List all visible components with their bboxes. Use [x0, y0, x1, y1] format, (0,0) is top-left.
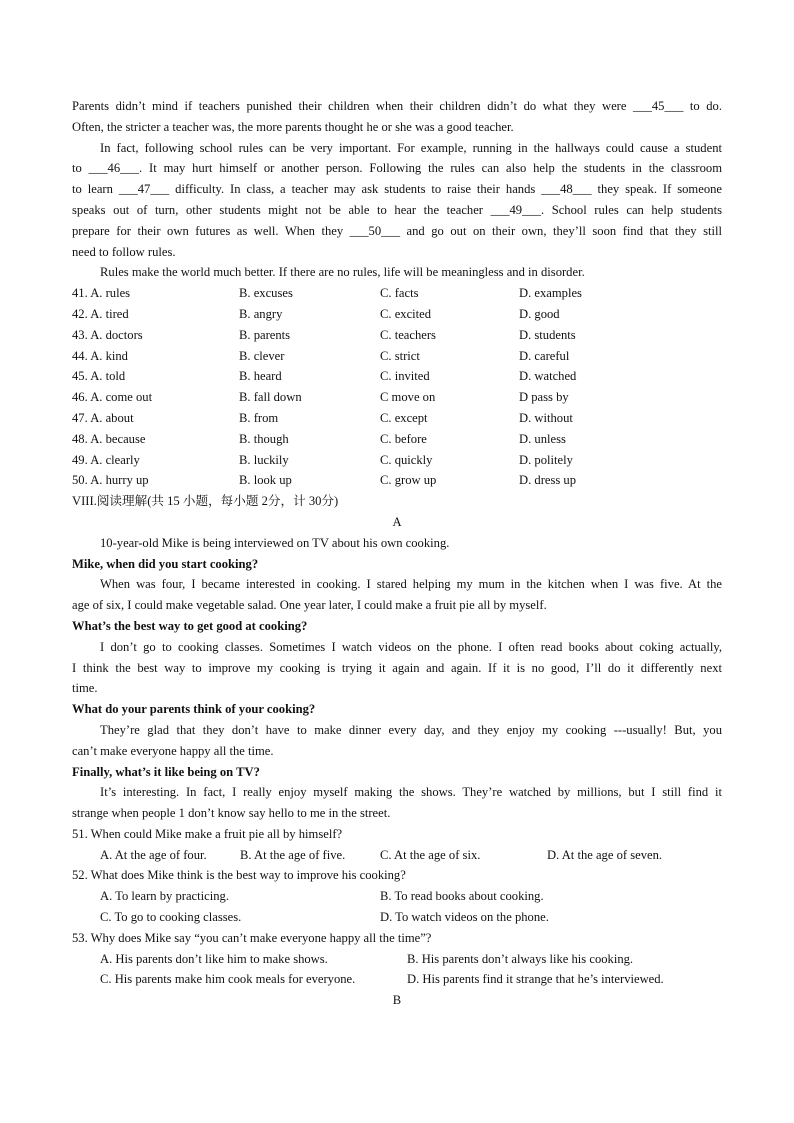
- exam-page: [72, 96, 722, 1011]
- option-d: D. students: [519, 327, 576, 342]
- interview-question: Finally, what’s it like being on TV?: [72, 764, 260, 779]
- question-51-options: [72, 845, 722, 866]
- option-c: C. At the age of six.: [380, 847, 481, 862]
- option-a: A. To learn by practicing.: [100, 889, 229, 904]
- interview-question: Mike, when did you start cooking?: [72, 556, 259, 571]
- option-a: 50. A. hurry up: [72, 473, 149, 488]
- option-c: C. teachers: [380, 327, 436, 342]
- passage-line: prepare for their own futures as well. When they ___50___ and go out on their own, they’ll soon find that they still: [72, 223, 722, 238]
- cloze-option-row: [72, 470, 722, 491]
- passage-line: Parents didn’t mind if teachers punished their children when their children didn’t do what they were ___45___ to do.: [72, 99, 722, 113]
- cloze-option-row: [72, 387, 722, 408]
- answer-line: I don’t go to cooking classes. Sometimes I watch videos on the phone. I often read books about coking actually,: [100, 639, 722, 654]
- option-a: 49. A. clearly: [72, 452, 140, 467]
- option-b: B. from: [239, 410, 279, 425]
- passage-line: need to follow rules.: [72, 244, 176, 259]
- part-label: B: [392, 993, 402, 1008]
- answer-line: age of six, I could make vegetable salad. One year later, I could make a fruit pie all by myself.: [72, 598, 547, 613]
- question-53-options: [72, 949, 722, 970]
- answer-line: When was four, I became interested in cooking. I stared helping my mum in the kitchen when I was five. At the: [100, 577, 722, 592]
- option-c: C. To go to cooking classes.: [100, 910, 242, 925]
- question-52: 52. What does Mike think is the best way to improve his cooking?: [72, 868, 406, 883]
- interview-question: What’s the best way to get good at cooking?: [72, 618, 308, 633]
- option-a: 44. A. kind: [72, 348, 128, 363]
- question-52-options: [72, 907, 722, 928]
- passage-line: In fact, following school rules can be very important. For example, running in the hallways could cause a student: [100, 140, 722, 155]
- answer-line: strange when people 1 don’t know say hello to me in the street.: [72, 806, 391, 821]
- cloze-option-row: [72, 429, 722, 450]
- option-d: D. watched: [519, 369, 577, 384]
- option-c: C. strict: [380, 348, 420, 363]
- section-heading: VIII.阅读理解(共 15 小题，每小题 2分，计 30分): [72, 494, 339, 509]
- option-d: D pass by: [519, 390, 569, 405]
- cloze-option-row: [72, 450, 722, 471]
- option-d: D. At the age of seven.: [547, 847, 663, 862]
- option-b: B. heard: [239, 369, 282, 384]
- passage-line: to ___46___. It may hurt himself or another person. Following the rules can also help the students in the classroom: [72, 161, 722, 176]
- cloze-option-row: [72, 346, 722, 367]
- question-53: 53. Why does Mike say “you can’t make everyone happy all the time”?: [72, 930, 432, 945]
- option-a: 46. A. come out: [72, 390, 153, 405]
- option-a: 42. A. tired: [72, 306, 129, 321]
- option-b: B. clever: [239, 348, 285, 363]
- option-d: D. examples: [519, 286, 582, 301]
- option-c: C. except: [380, 410, 428, 425]
- option-c: C. grow up: [380, 473, 437, 488]
- option-d: D. His parents find it strange that he’s interviewed.: [407, 972, 664, 987]
- passage-line: speaks out of turn, other students might not be able to hear the teacher ___49___. School rules can help students: [72, 202, 722, 217]
- option-c: C. invited: [380, 369, 430, 384]
- answer-line: I think the best way to improve my cooking is trying it again and again. If it is no good, I’ll do it differently next: [72, 660, 722, 675]
- option-a: 41. A. rules: [72, 286, 131, 301]
- option-c: C move on: [380, 390, 436, 405]
- cloze-option-row: [72, 283, 722, 304]
- option-c: C. excited: [380, 306, 432, 321]
- option-d: D. careful: [519, 348, 570, 363]
- option-b: B. fall down: [239, 390, 302, 405]
- option-a: A. At the age of four.: [100, 847, 207, 862]
- option-b: B. look up: [239, 473, 292, 488]
- interview-question: What do your parents think of your cooking?: [72, 702, 316, 717]
- answer-line: It’s interesting. In fact, I really enjoy myself making the shows. They’re watched by millions, but I still find it: [100, 785, 722, 800]
- passage-line: Rules make the world much better. If there are no rules, life will be meaningless and in disorder.: [100, 265, 585, 280]
- option-d: D. To watch videos on the phone.: [380, 910, 549, 925]
- answer-line: time.: [72, 681, 98, 696]
- cloze-option-row: [72, 366, 722, 387]
- option-b: B. To read books about cooking.: [380, 889, 544, 904]
- option-b: B. At the age of five.: [240, 847, 346, 862]
- option-b: B. though: [239, 431, 289, 446]
- cloze-option-row: [72, 304, 722, 325]
- passage-intro: 10-year-old Mike is being interviewed on TV about his own cooking.: [100, 535, 450, 550]
- option-a: 43. A. doctors: [72, 327, 143, 342]
- option-c: C. before: [380, 431, 427, 446]
- option-d: D. dress up: [519, 473, 577, 488]
- option-d: D. unless: [519, 431, 566, 446]
- option-b: B. parents: [239, 327, 291, 342]
- question-52-options: [72, 886, 722, 907]
- option-a: 48. A. because: [72, 431, 146, 446]
- option-b: B. excuses: [239, 286, 293, 301]
- option-c: C. His parents make him cook meals for everyone.: [100, 972, 356, 987]
- cloze-option-row: [72, 325, 722, 346]
- passage-line: to learn ___47___ difficulty. In class, a teacher may ask students to raise their hands ___48___ they speak. If someone: [72, 182, 722, 197]
- option-d: D. good: [519, 306, 560, 321]
- option-a: 47. A. about: [72, 410, 134, 425]
- answer-line: can’t make everyone happy all the time.: [72, 743, 274, 758]
- option-b: B. angry: [239, 306, 283, 321]
- question-51: 51. When could Mike make a fruit pie all by himself?: [72, 826, 343, 841]
- answer-line: They’re glad that they don’t have to make dinner every day, and they enjoy my cooking ---usually! But, you: [100, 722, 722, 737]
- option-d: D. without: [519, 410, 573, 425]
- cloze-options: [72, 283, 722, 491]
- option-a: 45. A. told: [72, 369, 126, 384]
- option-c: C. quickly: [380, 452, 433, 467]
- option-d: D. politely: [519, 452, 573, 467]
- question-53-options: [72, 969, 722, 990]
- option-a: A. His parents don’t like him to make shows.: [100, 951, 328, 966]
- part-label: A: [392, 514, 402, 529]
- option-c: C. facts: [380, 286, 419, 301]
- cloze-option-row: [72, 408, 722, 429]
- option-b: B. His parents don’t always like his cooking.: [407, 951, 634, 966]
- passage-line: Often, the stricter a teacher was, the more parents thought he or she was a good teacher.: [72, 119, 514, 134]
- option-b: B. luckily: [239, 452, 289, 467]
